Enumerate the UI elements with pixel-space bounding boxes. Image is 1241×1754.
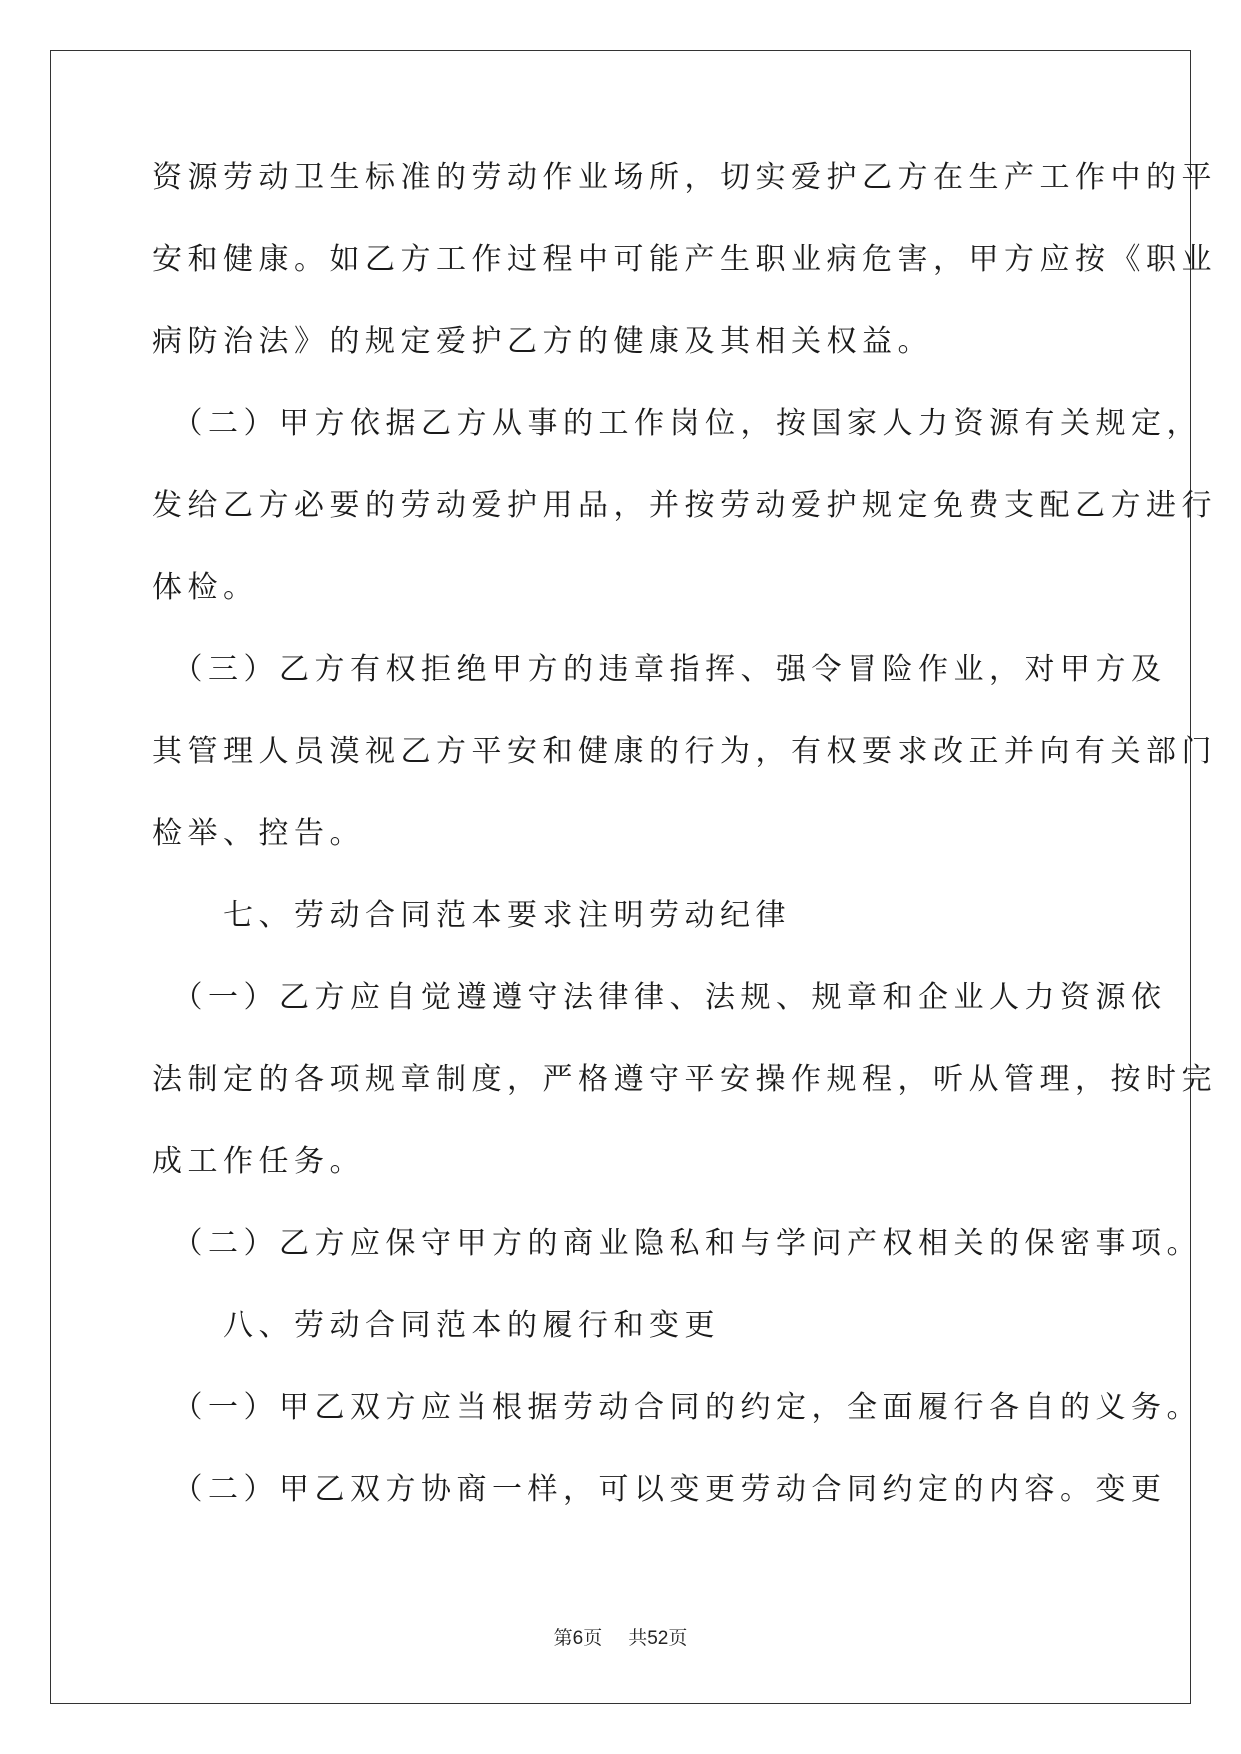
body-line-14: （二）乙方应保守甲方的商业隐私和与学问产权相关的保密事项。: [152, 1226, 1202, 1261]
section-heading-7: 七、劳动合同范本要求注明劳动纪律: [152, 898, 791, 933]
body-line-8: 其管理人员漠视乙方平安和健康的行为，有权要求改正并向有关部门: [152, 734, 1217, 769]
body-line-16: （一）甲乙双方应当根据劳动合同的约定，全面履行各自的义务。: [152, 1390, 1202, 1425]
section-heading-8: 八、劳动合同范本的履行和变更: [152, 1308, 720, 1343]
body-line-13: 成工作任务。: [152, 1144, 365, 1179]
page-footer: [0, 1623, 1241, 1650]
body-line-17: （二）甲乙双方协商一样，可以变更劳动合同约定的内容。变更: [152, 1472, 1167, 1507]
body-line-12: 法制定的各项规章制度，严格遵守平安操作规程，听从管理，按时完: [152, 1062, 1217, 1097]
total-prefix: 共: [628, 1627, 648, 1649]
body-line-3: 病防治法》的规定爱护乙方的健康及其相关权益。: [152, 324, 933, 359]
total-suffix: 页: [668, 1627, 688, 1649]
body-line-9: 检举、控告。: [152, 816, 365, 851]
page-number: 6: [572, 1628, 584, 1649]
body-line-1: 资源劳动卫生标准的劳动作业场所，切实爱护乙方在生产工作中的平: [152, 160, 1217, 195]
page-prefix: 第: [553, 1627, 573, 1649]
body-line-5: 发给乙方必要的劳动爱护用品，并按劳动爱护规定免费支配乙方进行: [152, 488, 1217, 523]
page-suffix: 页: [583, 1627, 603, 1649]
body-line-4: （二）甲方依据乙方从事的工作岗位，按国家人力资源有关规定，: [152, 406, 1202, 441]
body-line-6: 体检。: [152, 570, 259, 605]
body-line-7: （三）乙方有权拒绝甲方的违章指挥、强令冒险作业，对甲方及: [152, 652, 1167, 687]
total-pages: 52: [647, 1628, 669, 1649]
body-line-2: 安和健康。如乙方工作过程中可能产生职业病危害，甲方应按《职业: [152, 242, 1217, 277]
document-body: [152, 158, 1217, 1552]
body-line-11: （一）乙方应自觉遵遵守法律律、法规、规章和企业人力资源依: [152, 980, 1167, 1015]
